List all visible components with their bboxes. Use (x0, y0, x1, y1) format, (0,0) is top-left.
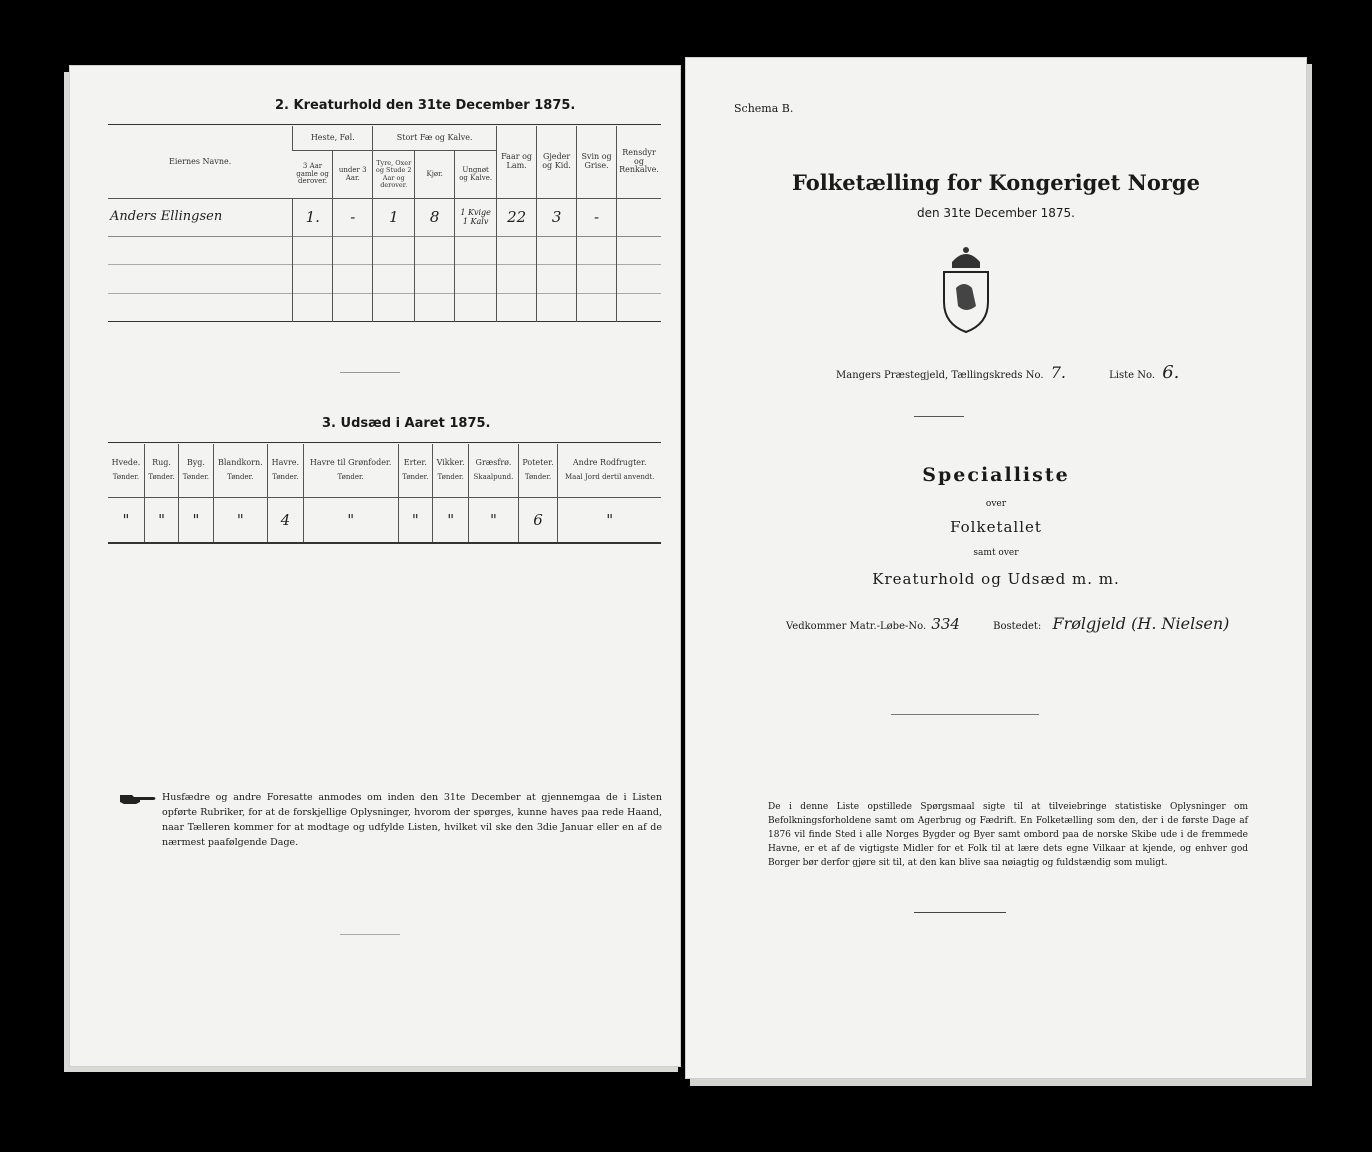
seed-cell: " (213, 498, 268, 543)
seed-col-name: Hvede. (111, 458, 141, 468)
seed-cell: " (398, 498, 432, 543)
seed-col-name: Andre Rodfrugter. (572, 458, 647, 468)
cell-pigs: - (577, 198, 617, 236)
coat-of-arms-icon (936, 244, 996, 334)
table-row (108, 498, 661, 543)
owner-name: Anders Ellingsen (110, 209, 223, 225)
seed-table (108, 444, 661, 544)
col-young: Ungnøt og Kalve. (455, 151, 497, 198)
seed-col-unit: Tønder. (272, 473, 299, 482)
folketallet-heading: Folketallet (950, 518, 1042, 536)
seed-cell: " (179, 498, 213, 543)
table-row (108, 237, 661, 265)
col-horses: Heste, Føl. (293, 126, 373, 151)
col-horses-over: 3 Aar gamle og derover. (293, 151, 333, 198)
seed-col-name: Erter. (403, 458, 427, 468)
schema-label: Schema B. (734, 102, 794, 115)
seed-col-name: Havre. (271, 458, 300, 468)
instruction-note: Husfædre og andre Foresatte anmodes om inden den 31te December at gjennemgaa de i Listen opførte Rubriker, for at de forskjellige Oplysninger, hvorom der spørges, kunne haves paa rede Haand, naar Tælleren kommer for at modtage og udfylde Listen, hvilket vil ske den 3die Januar eller en af de nærmest paafølgende Dage. (162, 792, 662, 848)
cell-goats: 3 (537, 198, 577, 236)
seed-col-unit: Tønder. (112, 473, 140, 482)
seed-col-unit: Skaalpund. (473, 473, 514, 482)
footer-note: De i denne Liste opstillede Spørgsmaal sigte til at tilveiebringe statistiske Oplysninger om Befolkningsforholdene samt om Agerbrug og Fædrift. En Folketælling som den, der i de første Dage af 1876 vil finde Sted i alle Norges Bygder og Byer samt ombord paa de norske Skibe ude i de fremmede Havne, er et af de vigtigste Midler for et Folk til at lære dets egne Vilkaar at kjende, og enhver god Borger bør derfor gjøre sit til, at den kan blive saa nøiagtig og fuldstændig som muligt. (768, 802, 1248, 868)
seed-title: 3. Udsæd i Aaret 1875. (322, 416, 491, 431)
table-row (108, 265, 661, 293)
cell-oxen: 1 (373, 198, 415, 236)
cell-young: 1 Kvige 1 Kalv (455, 198, 497, 236)
seed-col-header (268, 444, 304, 498)
seed-col-name: Græsfrø. (475, 458, 512, 468)
seed-col-unit: Tønder. (437, 473, 464, 482)
table-row (108, 293, 661, 321)
seed-col-header (179, 444, 213, 498)
col-reindeer: Rensdyr og Renkalve. (617, 126, 661, 198)
col-sheep: Faar og Lam. (497, 126, 537, 198)
seed-col-unit: Tønder. (227, 473, 254, 482)
list-number: 6. (1162, 362, 1180, 383)
seed-top-rule (108, 442, 661, 443)
seed-col-name: Byg. (186, 458, 205, 468)
seed-col-header (469, 444, 518, 498)
seed-cell: 6 (518, 498, 558, 543)
seed-cell: " (433, 498, 469, 543)
seed-col-name: Vikker. (436, 458, 465, 468)
seed-col-unit: Tønder. (148, 473, 175, 482)
livestock-table (108, 126, 661, 322)
seed-header-row (108, 444, 661, 498)
seed-col-unit: Tønder. (182, 473, 210, 482)
parish-label: Mangers Præstegjeld, Tællingskreds No. (836, 370, 1044, 381)
left-page (70, 66, 680, 1066)
col-cattle: Stort Fæ og Kalve. (373, 126, 497, 151)
seed-col-unit: Tønder. (337, 473, 364, 482)
seed-col-header (303, 444, 398, 498)
seed-col-header (144, 444, 178, 498)
seed-col-header (558, 444, 661, 498)
matr-label: Vedkommer Matr.-Løbe-No. (786, 621, 927, 632)
seed-cell: " (303, 498, 398, 543)
seed-col-header (398, 444, 432, 498)
list-label: Liste No. (1109, 370, 1156, 381)
cell-cows: 8 (415, 198, 455, 236)
seed-col-unit: Maal Jord dertil anvendt. (565, 473, 655, 482)
seed-col-header (108, 444, 144, 498)
seed-col-unit: Tønder. (402, 473, 429, 482)
seed-cell: " (144, 498, 178, 543)
divider (340, 372, 400, 373)
matr-number: 334 (931, 615, 960, 633)
specialliste-heading: Specialliste (922, 464, 1070, 486)
right-page (686, 58, 1306, 1078)
matr-line (786, 614, 1229, 633)
bosted-value: Frølgjeld (H. Nielsen) (1052, 614, 1230, 633)
divider (340, 934, 400, 935)
cell-sheep: 22 (497, 198, 537, 236)
over-label: over (985, 499, 1007, 509)
cell-horses-under: - (333, 198, 373, 236)
page-title: Folketælling for Kongeriget Norge (792, 170, 1200, 195)
divider (914, 912, 1006, 913)
pointing-hand-icon (118, 792, 158, 808)
col-owner: Eiernes Navne. (108, 126, 293, 198)
seed-col-name: Havre til Grønfoder. (309, 458, 392, 468)
kreaturhold-heading: Kreaturhold og Udsæd m. m. (872, 570, 1120, 588)
col-pigs: Svin og Grise. (577, 126, 617, 198)
cell-reindeer (617, 198, 661, 236)
seed-cell: " (122, 510, 130, 529)
col-cows: Kjør. (415, 151, 455, 198)
livestock-title: 2. Kreaturhold den 31te December 1875. (275, 98, 576, 113)
divider (914, 416, 964, 417)
bosted-label: Bostedet: (993, 621, 1042, 632)
parish-line (836, 362, 1179, 383)
seed-col-header (433, 444, 469, 498)
livestock-top-rule (108, 124, 661, 125)
table-row (108, 198, 661, 236)
seed-col-name: Blandkorn. (217, 458, 263, 468)
seed-col-unit: Tønder. (524, 473, 552, 482)
col-goats: Gjeder og Kid. (537, 126, 577, 198)
samt-over-label: samt over (973, 548, 1019, 558)
parish-number: 7. (1050, 363, 1066, 382)
seed-col-name: Poteter. (522, 458, 554, 468)
page-subtitle: den 31te December 1875. (917, 206, 1075, 220)
seed-col-name: Rug. (152, 458, 171, 468)
cell-horses-over: 1. (293, 198, 333, 236)
col-oxen: Tyre, Oxer og Stude 2 Aar og derover. (373, 151, 415, 198)
seed-cell: " (558, 498, 661, 543)
seed-cell: " (469, 498, 518, 543)
seed-cell: 4 (268, 498, 304, 543)
divider (891, 714, 1039, 715)
seed-col-header (518, 444, 558, 498)
col-horses-under: under 3 Aar. (333, 151, 373, 198)
seed-col-header (213, 444, 268, 498)
